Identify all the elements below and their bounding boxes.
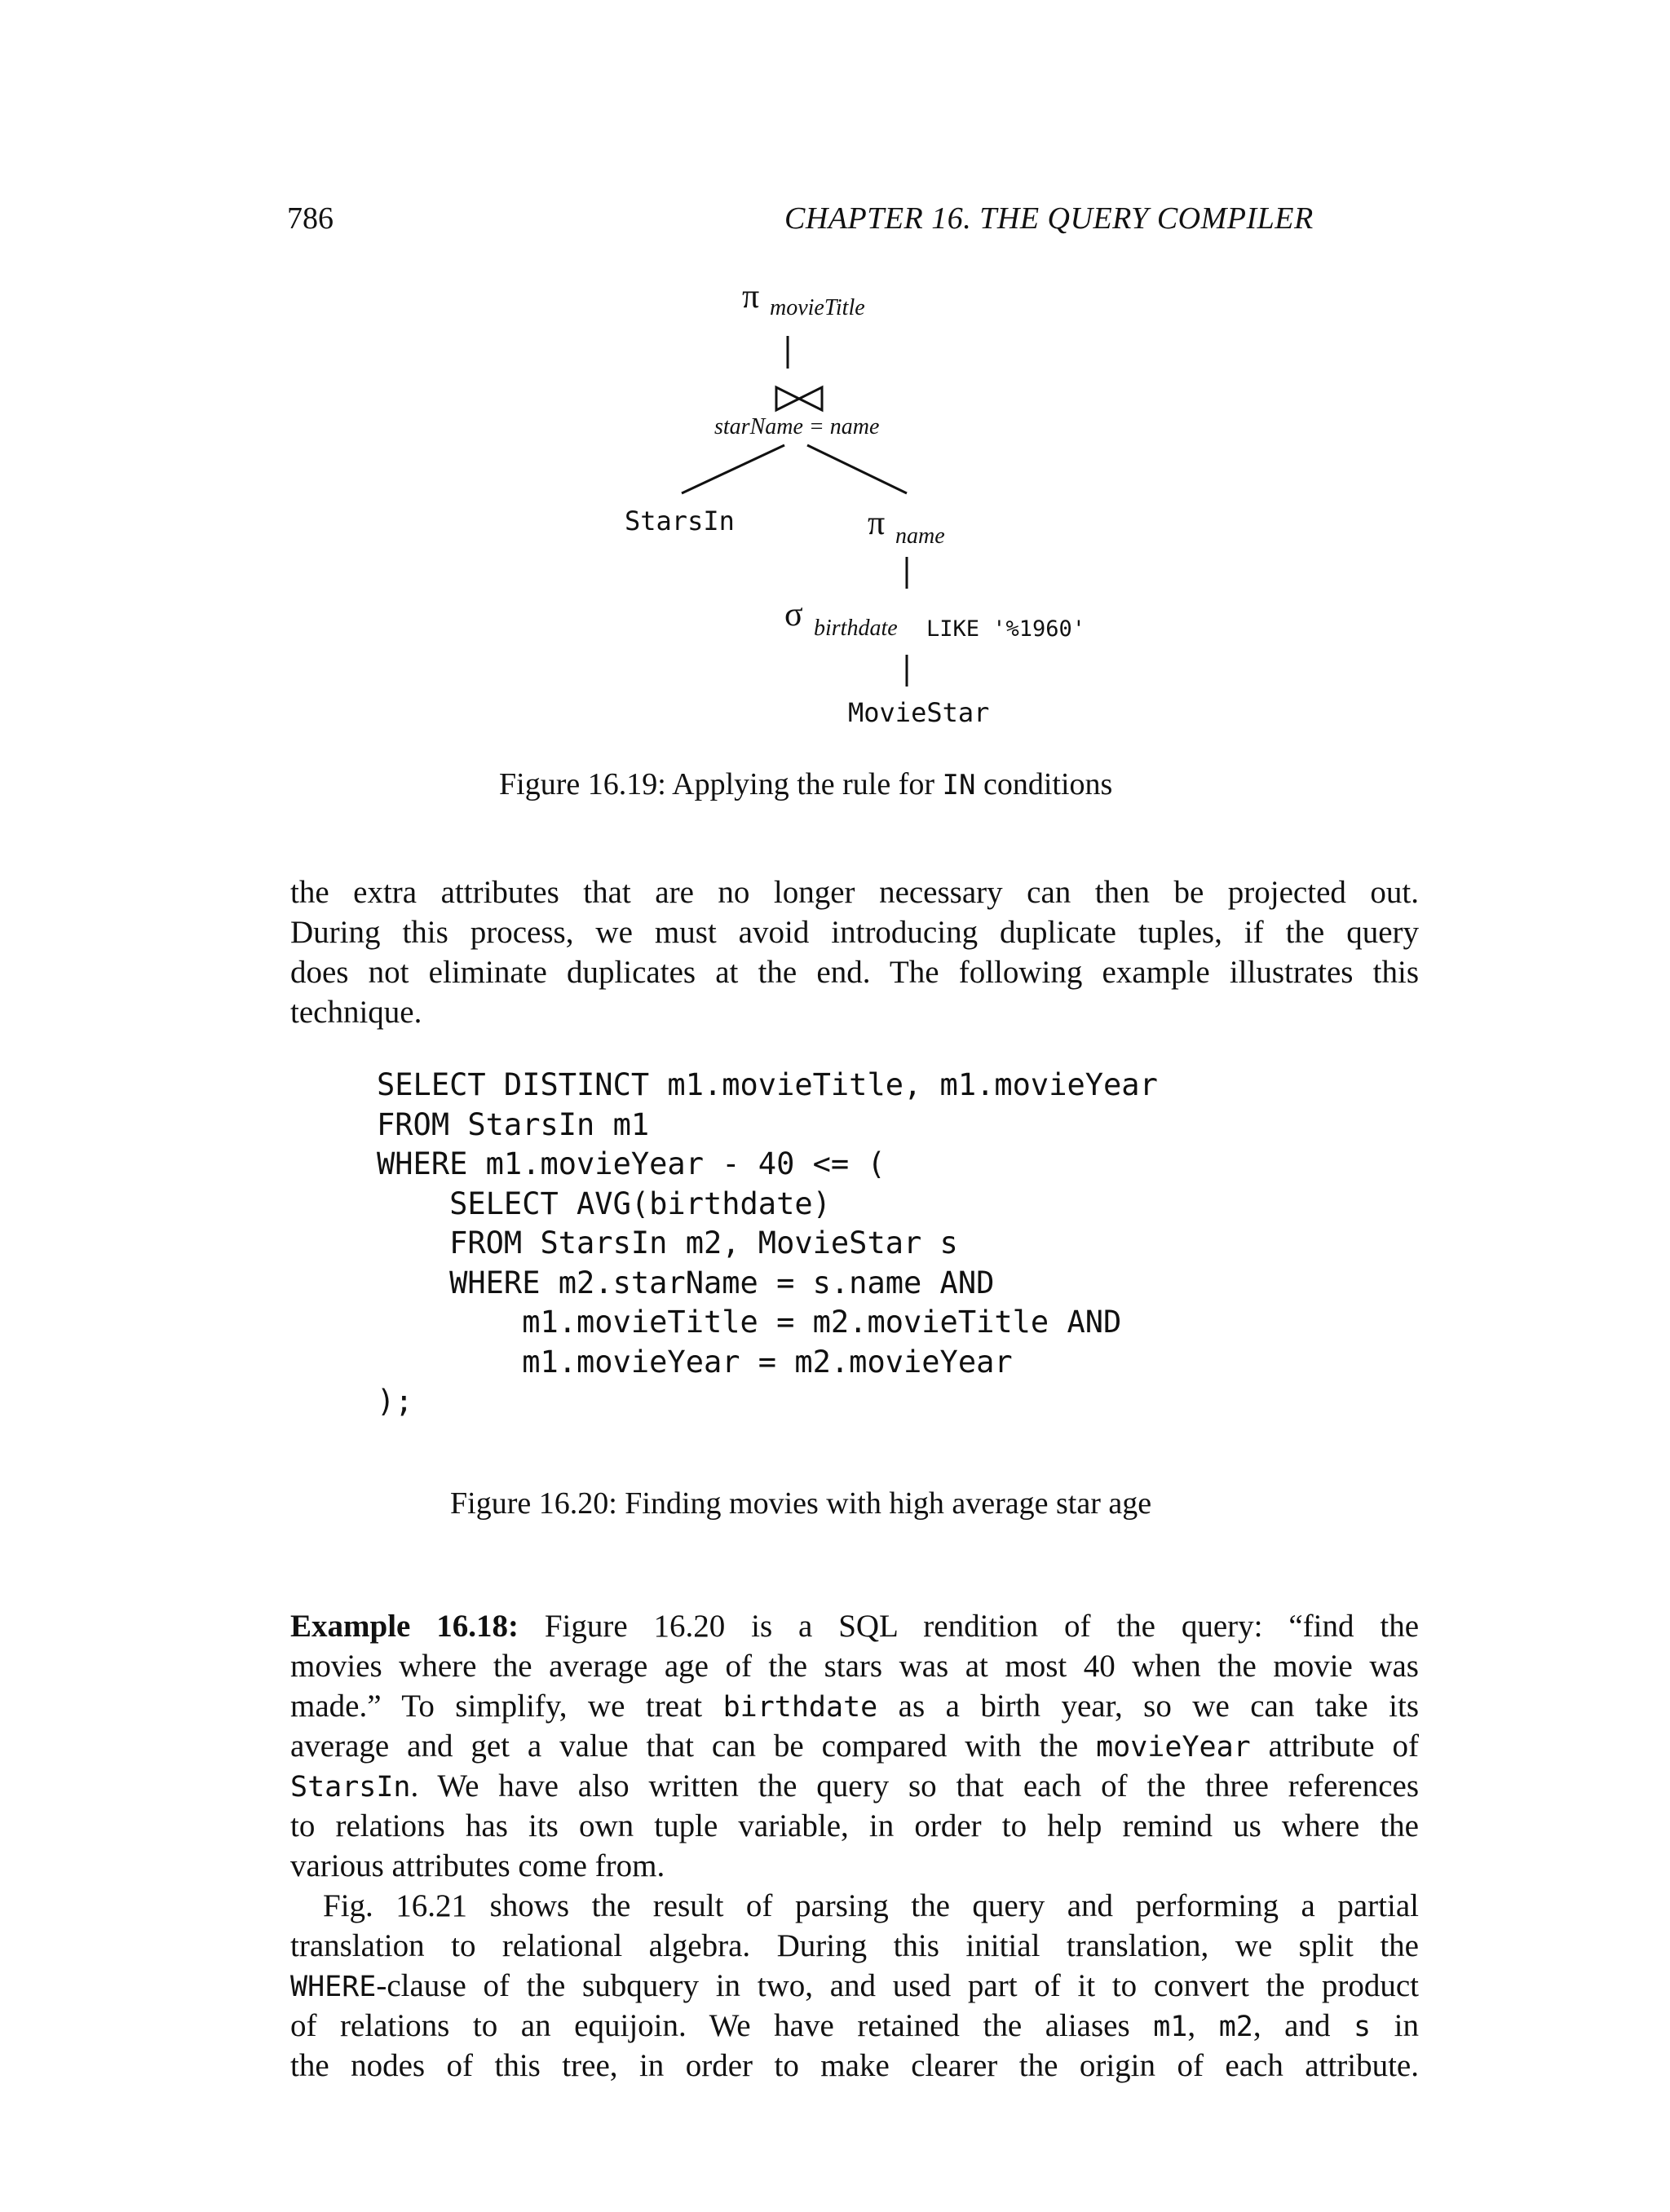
sigma-symbol: σ [784, 596, 803, 634]
bowtie-icon [776, 387, 822, 410]
sql-query-code: SELECT DISTINCT m1.movieTitle, m1.movieYear FROM StarsIn m1 WHERE m1.movieYear - 40 <= ( SELECT AVG(birthdate) FROM StarsIn m2, MovieStar s WHERE m2.starName = s.name AND m1.movieTitle = m2.movieTitle AND m1.movieYear = m2.movieYear ); [377, 1067, 1158, 1419]
edge-join-starsin [682, 445, 784, 493]
edge-join-project [807, 445, 907, 493]
body-paragraph-3: Fig. 16.21 shows the result of parsing the query and performing a partial translation to relational algebra. During this initial translation, we split the WHERE-clause of the subquery in two, and used part of it to convert the product of relations to an equijoin. We have retained the aliases m1, m2, and s in the nodes of this tree, in order to make clearer the origin of each attribute. [290, 1888, 1420, 2083]
figure-16-19-caption: Figure 16.19: Applying the rule for IN conditions [499, 767, 1113, 801]
root-subscript: movieTitle [770, 295, 865, 320]
join-condition: starName = name [714, 414, 880, 439]
select-attribute: birthdate [814, 616, 898, 641]
leaf-moviestar: MovieStar [848, 697, 990, 728]
select-condition: LIKE '%1960' [926, 616, 1086, 642]
pi-symbol-name: π [868, 505, 886, 542]
pi-symbol-root: π [742, 278, 760, 316]
leaf-starsin: StarsIn [625, 506, 735, 536]
chapter-header: CHAPTER 16. THE QUERY COMPILER [784, 201, 1314, 236]
figure-16-20-caption: Figure 16.20: Finding movies with high average star age [450, 1486, 1152, 1521]
example-label: Example 16.18: [290, 1609, 519, 1644]
project-subscript: name [895, 523, 945, 549]
body-paragraph-1: the extra attributes that are no longer necessary can then be projected out. During this process, we must avoid introducing duplicate tuples, if the query does not eliminate duplicates at the end. The following example illustrates this technique. [290, 875, 1419, 1030]
example-16-18-paragraph: Example 16.18: Figure 16.20 is a SQL rendition of the query: “find the movies where the average age of the stars was at most 40 when the movie was made.” To simplify, we treat birthdate as a birth year, so we can take its average and get a value that can be compared with the movieYear attribute of StarsIn. We have also written the query so that each of the three references to relations has its own tuple variable, in order to help remind us where the various attributes come from. [290, 1609, 1420, 1883]
page-number: 786 [287, 201, 334, 236]
